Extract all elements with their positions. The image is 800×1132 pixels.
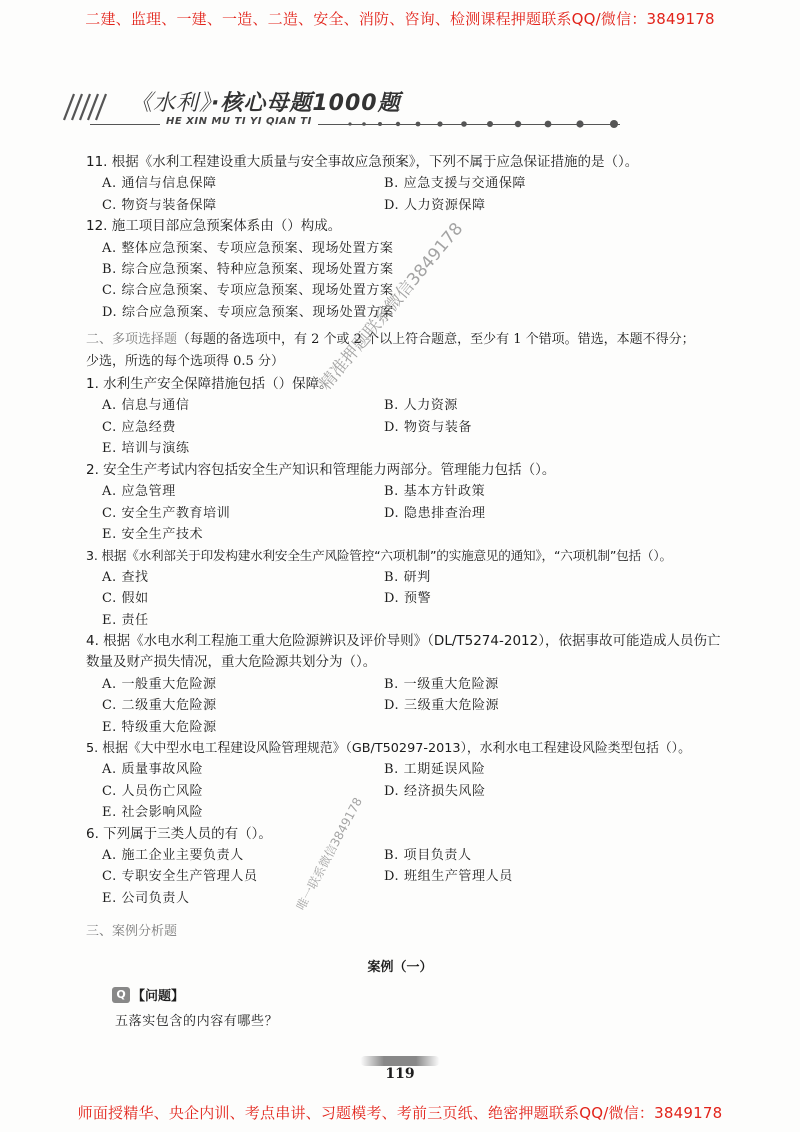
option-d: D. 综合应急预案、专项应急预案、现场处置方案 — [102, 304, 395, 320]
problem-text: 五落实包含的内容有哪些？ — [115, 1014, 279, 1029]
option-d: D. 经济损失风险 — [384, 783, 486, 799]
question-badge-icon: Q — [112, 987, 130, 1003]
header-title-main: 《水利》 — [130, 91, 212, 116]
option-e: E. 公司负责人 — [102, 890, 190, 906]
option-d: D. 物资与装备 — [384, 419, 473, 435]
option-c: C. 人员伤亡风险 — [102, 783, 204, 799]
question-m5 — [86, 738, 726, 824]
header-title — [130, 86, 401, 117]
option-d: D. 三级重大危险源 — [384, 698, 500, 714]
option-c: C. 安全生产教育培训 — [102, 505, 231, 521]
page-number: 119 — [385, 1066, 415, 1082]
option-list — [86, 759, 726, 823]
question-stem: 3. 根据《水利部关于印发构建水利安全生产风险管控“六项机制”的实施意见的通知》，“六项机制”包括（）。 — [86, 548, 672, 564]
option-a: A. 查找 — [102, 569, 149, 585]
option-c: C. 应急经费 — [102, 419, 176, 435]
watermark-text: 精准押题联系微信3849178 — [315, 219, 468, 395]
option-list — [86, 173, 726, 216]
option-b: B. 应急支援与交通保障 — [384, 176, 527, 192]
option-list — [86, 567, 726, 631]
option-b: B. 基本方针政策 — [384, 484, 486, 500]
question-m6 — [86, 824, 726, 910]
header-stripes-icon — [60, 92, 112, 122]
option-a: A. 一般重大危险源 — [102, 676, 217, 692]
header-title-sub: ·核心母题1000题 — [211, 91, 401, 116]
question-stem: 6. 下列属于三类人员的有（）。 — [86, 825, 272, 842]
problem-label: 【问题】 — [132, 989, 185, 1004]
question-stem: 1. 水利生产安全保障措施包括（）保障。 — [86, 376, 333, 393]
question-m2 — [86, 460, 726, 546]
option-a: A. 信息与通信 — [102, 398, 190, 414]
option-c: C. 综合应急预案、专项应急预案、现场处置方案 — [102, 283, 394, 299]
option-b: B. 工期延误风险 — [384, 762, 486, 778]
option-e: E. 培训与演练 — [102, 441, 190, 457]
question-11 — [86, 152, 726, 216]
option-e: E. 社会影响风险 — [102, 805, 204, 821]
section-title: 二、多项选择题 — [86, 332, 178, 348]
option-d: D. 班组生产管理人员 — [384, 869, 513, 885]
promo-banner-top: 二建、监理、一建、一造、二造、安全、消防、咨询、检测课程押题联系QQ/微信：3849178 — [85, 10, 715, 28]
option-list — [86, 481, 726, 545]
option-a: A. 施工企业主要负责人 — [102, 848, 244, 863]
case-title: 案例（一） — [367, 960, 433, 975]
question-m3 — [86, 545, 726, 631]
option-c: C. 专职安全生产管理人员 — [102, 869, 258, 885]
option-e: E. 特级重大危险源 — [102, 719, 217, 735]
option-a: A. 质量事故风险 — [102, 762, 204, 778]
option-c: C. 假如 — [102, 591, 149, 607]
question-stem: 11. 根据《水利工程建设重大质量与安全事故应急预案》，下列不属于应急保证措施的是（）。 — [86, 154, 639, 170]
option-a: A. 通信与信息保障 — [102, 176, 217, 192]
header-dots-icon — [340, 117, 630, 131]
option-d: D. 隐患排查治理 — [384, 505, 486, 521]
option-b: B. 一级重大危险源 — [384, 676, 499, 692]
section-heading-multi — [86, 329, 726, 350]
option-b: B. 综合应急预案、特种应急预案、现场处置方案 — [102, 262, 394, 278]
section-heading-case: 三、案例分析题 — [86, 924, 178, 940]
problem-heading — [112, 985, 184, 1004]
option-b: B. 研判 — [384, 569, 431, 585]
option-e: E. 安全生产技术 — [102, 526, 204, 542]
promo-banner-bottom: 师面授精华、央企内训、考点串讲、习题模考、考前三页纸、绝密押题联系QQ/微信：3849178 — [77, 1104, 723, 1122]
section-note-continued: 少选，所选的每个选项得 0.5 分） — [86, 353, 284, 369]
option-a: A. 应急管理 — [102, 484, 176, 500]
question-m4 — [86, 631, 726, 738]
question-stem: 2. 安全生产考试内容包括安全生产知识和管理能力两部分。管理能力包括（）。 — [86, 461, 556, 478]
option-d: D. 预警 — [384, 591, 432, 607]
question-stem: 4. 根据《水电水利工程施工重大危险源辨识及评价导则》（DL/T5274-2012），依据事故可能造成人员伤亡数量及财产损失情况，重大危险源共划分为（）。 — [86, 632, 721, 671]
option-d: D. 人力资源保障 — [384, 197, 486, 213]
option-b: B. 项目负责人 — [384, 848, 472, 863]
question-m1 — [86, 374, 726, 460]
option-b: B. 人力资源 — [384, 398, 459, 414]
option-c: C. 物资与装备保障 — [102, 197, 217, 213]
option-list — [86, 395, 726, 459]
option-list — [86, 845, 726, 909]
option-list — [86, 674, 726, 738]
question-stem: 12. 施工项目部应急预案体系由（）构成。 — [86, 218, 342, 235]
option-e: E. 责任 — [102, 612, 149, 628]
page-number-ornament — [360, 1056, 440, 1066]
header-pinyin: HE XIN MU TI YI QIAN TI — [160, 116, 318, 127]
section-note: （每题的备选项中，有 2 个或 2 个以上符合题意，至少有 1 个错项。错选，本题不得分； — [177, 332, 695, 348]
page-number-block — [330, 1050, 470, 1090]
option-c: C. 二级重大危险源 — [102, 698, 217, 714]
page-header — [60, 86, 580, 136]
question-stem: 5. 根据《大中型水电工程建设风险管理规范》（GB/T50297-2013），水利水电工程建设风险类型包括（）。 — [86, 740, 691, 756]
watermark-text: 唯一联系微信3849178 — [293, 795, 366, 913]
option-a: A. 整体应急预案、专项应急预案、现场处置方案 — [102, 240, 394, 256]
